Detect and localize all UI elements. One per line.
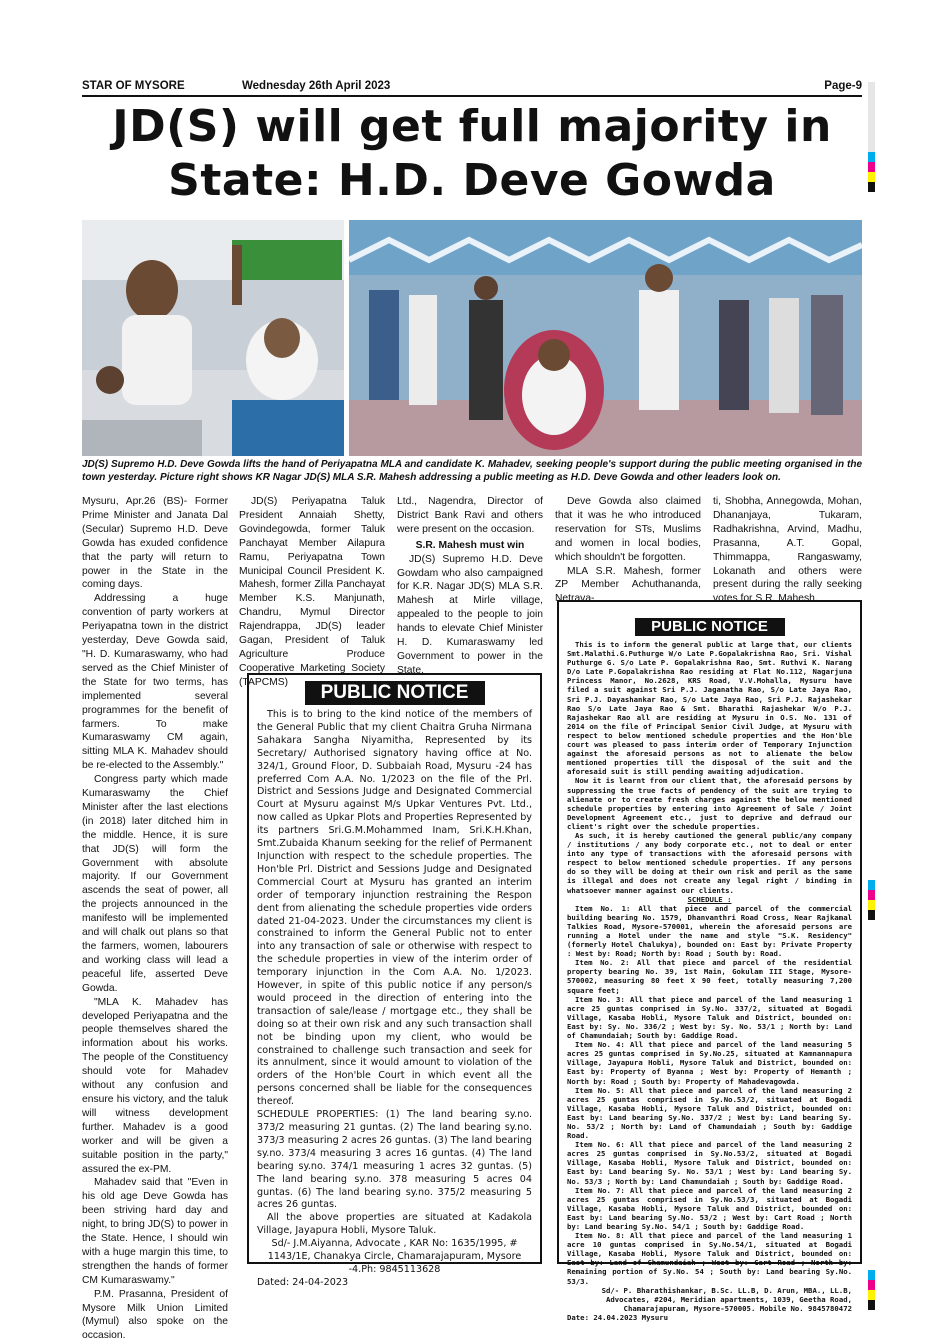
- issue-date: Wednesday 26th April 2023: [242, 80, 391, 92]
- story-column-1: [82, 495, 228, 1343]
- notice-paragraph: All the above properties are situated at Kadakola Village, Jayapura Hobli, Mysore Taluk.: [257, 1212, 532, 1237]
- schedule-item: Item No. 2: All that piece and parcel of the residential property bearing No. 39, 1st Main, Gokulam III Stage, Mysore-570002, measuring 80 feet X 90 feet, totally measuring 7,200 square feet;: [567, 958, 852, 995]
- notice-date: Dated: 24-04-2023: [257, 1276, 349, 1288]
- notice-date: Date: 24.04.2023 Mysuru: [567, 1312, 669, 1322]
- header-rule: [82, 95, 862, 97]
- cmyk-yellow-swatch: [868, 900, 875, 910]
- schedule-item: Item No. 4: All that piece and parcel of the land measuring 5 acres 25 guntas comprised in Sy.No.25, situated at Kamnannapura Village, Jayapura Hobli, Mysore Taluk and District, bounded on: East by: Property of Byanna ; West by: Property of Hemanth ; North by: Road ; South by: Property of Mahadevagowda.: [567, 1040, 852, 1086]
- story-paragraph: Mysuru, Apr.26 (BS)- Former Prime Minister and Janata Dal (Secular) Supremo H.D. Deve Gowda has exuded confidence that the party will return to power in the State in the coming days.: [82, 496, 228, 591]
- notice-signature: Sd/- P. Bharathishankar, B.Sc. LL.B, D. Arun, MBA., LL.B, Advocates, #204, Meridian apartments, 1039, Geetha Road, Chamarajapuram, Mysore-570005. Mobile No. 9845780472: [601, 1285, 852, 1313]
- notice-signature: Sd/- J.M.Aiyanna, Advocate , KAR No: 1635/1995, # 1143/1E, Chanakya Circle, Chamarajapuram, Mysore -4.Ph: 9845113628: [267, 1238, 522, 1275]
- notice-paragraph: This is to inform the general public at large that, our clients Smt.Malathi.G.Puthurge W/o Late P.Gopalakrishna Rao, Sri. Vishal Puthurge G. S/o Late P. Gopalakrishna Rao, Smt. Ruthvi K. Narang D/o Late P.Gopalakrishna Rao residing at Flat No.112, Nagarjuna Princess Manor, No.2628, KRS Road, V.V.Mohalla, Mysuru have filed a suit against Sri P.J. Jaganatha Rao, S/o Late Jaya Rao, Sri P.J. Dayashankar Rao, S/o Late Jaya Rao, Sri P.J. Rajashekar Rao S/o Late Jaya Rao & Smt. Bharathi Rajashekar W/o P.J. Rajashekar Rao all are residing at Mysuru in O.S. No. 131 of 2014 on the file of Principal Senior Civil Judge, at Mysuru with respect to below mentioned schedule properties and the Hon'ble court was pleased to pass interim order of Temporary Injunction against the aforesaid persons as not to alienate the below mentioned properties till the disposal of the suit and the aforesaid suit is still pending awaiting adjudication.: [567, 640, 852, 777]
- cmyk-magenta-swatch: [868, 890, 875, 900]
- public-notice-injunction-kadakola: [247, 673, 542, 1288]
- story-paragraph: ti, Shobha, Annegowda, Mohan, Dhananjaya, Tukaram, Radhakrishna, Arvind, Madhu, Prasanna, A.T. Gopal, Thimmappa, Rangaswamy, Lokanath and others were present during the rally seeking votes for S.R. Mahesh.: [713, 496, 862, 605]
- headline-line-1: JD(S) will get full majority in: [112, 101, 832, 152]
- schedule-item: Item No. 6: All that piece and parcel of the land measuring 2 acres 25 guntas comprised in Sy.No.53/2, situated at Bogadi Village, Kasaba Hobli, Mysore Taluk and District, bounded on: East by: Land bearing Sy. No. 53/1 ; West by: Land bearing Sy. No. 53/3 ; North by: Land Chamundaiah ; South by: Gaddige Road.: [567, 1140, 852, 1186]
- registration-bar-top: [868, 82, 875, 152]
- story-subheading: S.R. Mahesh must win: [415, 539, 525, 551]
- cmyk-cyan-swatch: [868, 1270, 875, 1280]
- notice-body: [559, 640, 860, 1322]
- main-headline: [82, 100, 862, 208]
- notice-schedule: SCHEDULE PROPERTIES: (1) The land bearing sy.no. 373/2 measuring 21 guntas. (2) The land bearing sy.no. 373/3 measuring 2 acres 26 guntas. (3) The land bearing sy.no. 373/4 measuring 3 acres 16 guntas. (4) The land bearing sy.no. 374/1 measuring 1 acres 32 guntas. (5) The land bearing sy.no. 378 measuring 5 acres 04 guntas. (6) The land bearing sy.no. 375/2 measuring 5 acres 26 guntas.: [257, 1109, 532, 1211]
- notice-body: [249, 709, 540, 1290]
- cmyk-black-swatch: [868, 1300, 875, 1310]
- public-notice-temporary-injunction-mysuru: [557, 600, 862, 1322]
- photo-caption: JD(S) Supremo H.D. Deve Gowda lifts the hand of Periyapatna MLA and candidate K. Mahadev, seeking people's support during the public meeting organised in the town yesterday. Picture right shows KR Nagar JD(S) MLA S.R. Mahesh addressing a public meeting as H.D. Deve Gowda and other leaders look on.: [82, 459, 862, 483]
- schedule-item: Item No. 3: All that piece and parcel of the land measuring 1 acre 25 guntas comprised in Sy.No. 337/2, situated at Bogadi Village, Kasaba Hobli, Mysore Taluk and District, bounded on: East by: Sy. No. 336/2 ; West by: Sy. No. 53/1 ; North by: Land of Chamundaiah; South by: Gaddige Road.: [567, 994, 852, 1041]
- newspaper-name: STAR OF MYSORE: [82, 80, 185, 92]
- headline-line-2: State: H.D. Deve Gowda: [168, 155, 776, 206]
- cmyk-magenta-swatch: [868, 1280, 875, 1290]
- story-paragraph: Ltd., Nagendra, Director of District Bank Ravi and others were present on the occasion.: [397, 496, 543, 535]
- cmyk-cyan-swatch: [868, 880, 875, 890]
- notice-paragraph: Now it is learnt from our client that, the aforesaid persons by suppressing the true facts of pendency of the suit are trying to alienate or to create fresh charges against the below mentioned schedule properties by entering into Agreement of Sale / Joint Development Agreement etc., just to deprive and defraud our client's right over the schedule properties.: [567, 776, 852, 831]
- schedule-heading: SCHEDULE :: [687, 894, 732, 904]
- story-paragraph: Addressing a huge convention of party workers at Periyapatna town in the district yesterday, Deve Gowda said, "H. D. Kumaraswamy, who had served as the Chief Minister of the State for two terms, has implemented several programmes for the benefit of farmers. To make Kumaraswamy CM again, sitting MLA K. Mahadev should be re-elected to the Assembly.": [82, 593, 228, 772]
- photo-deve-gowda-lifting-hand: [82, 220, 344, 456]
- schedule-item: Item No. 8: All that piece and parcel of the land measuring 1 acre 10 guntas comprised in Sy.No.54/1, situated at Bogadi Village, Kasaba Hobli, Mysore Taluk and District, bounded on: East by: Land of Chamundaiah ; West by: Cart Road ; North by: Remaining portion of Sy.No. 54 ; South by: Land bearing Sy.No. 53/3.: [567, 1231, 852, 1286]
- story-paragraph: P.M. Prasanna, President of Mysore Milk Union Limited (Mymul) also spoke on the occasion.: [82, 1288, 228, 1342]
- cmyk-black-swatch: [868, 182, 875, 192]
- story-paragraph: Mahadev said that "Even in his old age Deve Gowda has been striving hard day and night, to bring JD(S) to power in the State. Hence, I should win with a huge margin this time, to strengthen the hands of former CM Kumaraswamy.": [82, 1177, 228, 1286]
- story-paragraph: JD(S) Supremo H.D. Deve Gowdam who also campaigned for K.R. Nagar JD(S) MLA S.R. Mahesh at Mirle village, appealed to the people to join hands to elevate Chief Minister H. D. Kumaraswamy led Government to power in the State.: [397, 553, 543, 676]
- story-paragraph: MLA S.R. Mahesh, former ZP Member Achuthananda, Netrava-: [555, 565, 701, 605]
- story-column-5: [713, 495, 862, 606]
- story-column-4: [555, 495, 701, 606]
- story-column-2: [239, 495, 385, 690]
- cmyk-black-swatch: [868, 910, 875, 920]
- cmyk-cyan-swatch: [868, 152, 875, 162]
- story-paragraph: Congress party which made Kumaraswamy the Chief Minister after the last elections (in 2018) later ditched him in the middle. Hence, it is sure that JD(S) will form the Government with absolute majority. If our Government ascends the seat of power, all the projects announced in the manifesto will be implemented and will chalk out plans so that the farmers, women, labourers and working class will lead a peaceful life, asserted Deve Gowda.: [82, 774, 228, 994]
- page-number: Page-9: [824, 80, 862, 92]
- story-column-3: [397, 495, 543, 678]
- notice-paragraph: As such, it is hereby cautioned the general public/any company / institutions / any body corporate etc., not to deal or enter into any type of transactions with the aforesaid persons with respect to below mentioned schedule properties. If any persons do so they will be doing at their own risk and peril as the same is illegal and does not create any legal right / binding in whatsoever manner against our clients.: [567, 830, 852, 895]
- notice-title: PUBLIC NOTICE: [635, 618, 785, 636]
- photo-sr-mahesh-addressing-meeting: [349, 220, 862, 456]
- story-paragraph: Deve Gowda also claimed that it was he who introduced reservation for STs, Muslims and women in local bodies, which shouldn't be forgotten.: [555, 496, 701, 563]
- cmyk-yellow-swatch: [868, 1290, 875, 1300]
- notice-paragraph: This is to bring to the kind notice of the members of the General Public that my client Chaitra Gruha Nirmana Sahakara Sangha Niyamitha, Represented by its Secretary/ Authorised signatory having office at No. 324/1, Ground Floor, D. Subbaiah Road, Mysuru -24 has preferred Com A.A. No. 1/2023 on the file of the Prl. District and Sessions Judge and Designated Commercial Court at Mysuru against M/s Upkar Ventures Pvt. Ltd., now called as Upkar Plots and Properties Represented by its partners Sri.G.M.Mohammed Inam, Sri.K.H.Khan, Smt.Zubaida Khanum seeking for the relief of Permanent Injunction with respect to the schedule properties. The Hon'ble Prl. District and Sessions Judge and Designated Commercial Court at Mysuru has granted an interim order of temporary injunction restraining the Respon dent from alienating the schedule properties vide orders dated 21-04-2023. Under the circumstances my client is constrained to inform the General Public not to enter into any transaction of sale or otherwise with respect to the schedule properties in view of the interim order of temporary injunction in the Com A.A. No. 1/2023. However, in spite of this public notice if any person/s would proceed in the direction of entering into the transaction of sale/lease / mortgage etc., they shall be doing so at their own risk and any such transaction shall not be binding upon my client, who would be constrained to challenge such transaction and seek for its annulment, since it would amount to violation of the orders of the Hon'ble Court in which event all the persons concerned shall be liable for the consequences thereof.: [257, 709, 532, 1108]
- cmyk-yellow-swatch: [868, 172, 875, 182]
- schedule-item: Item No. 5: All that piece and parcel of the land measuring 2 acres 25 guntas comprised in Sy.No.53/2, situated at Bogadi Village, Kasaba Hobli, Mysore Taluk and District, bounded on: East by: Land bearing Sy.No. 337/2 ; West by: Land bearing Sy. No. 53/2 ; North by: Land of Chamundaiah ; South by: Gaddige Road.: [567, 1085, 852, 1141]
- notice-title: PUBLIC NOTICE: [305, 681, 485, 705]
- story-paragraph: "MLA K. Mahadev has developed Periyapatna and the people themselves shared the information about his works. The people of the Constituency should vote for Mahadev without any confusion and ensure his victory, and the taluk will witness development further. Mahadev is a good worker and will be given a suitable position in the party," assured the ex-PM.: [82, 996, 228, 1175]
- masthead-bar: [82, 78, 862, 96]
- schedule-item: Item No. 7: All that piece and parcel of the land measuring 2 acres 25 guntas comprised in Sy.No.53/3, situated at Bogadi Village, Kasaba Hobli, Mysore Taluk and District, bounded on: East by: Land bearing Sy.No. 53/2 ; West by: Cart Road ; North by: Land bearing Sy.No. 54/1 ; South by: Gaddige Road.: [567, 1185, 852, 1231]
- schedule-item: Item No. 1: All that piece and parcel of the commercial building bearing No. 1579, Dhanvanthri Road Cross, Near Rajkamal Talkies Road, Mysore-570001, wherein the aforesaid persons are running a Hotel under the name and style "S.K. Residency" (formerly Hotel Chalukya), bounded on: East by: Private Property : West by: Road; North by: Road ; South by: Road.: [567, 903, 852, 959]
- story-paragraph: JD(S) Periyapatna Taluk President Annaiah Shetty, Govindegowda, former Taluk Panchayat Member Ailapura Ramu, Periyapatna Town Municipal Council President K. Mahesh, former Zilla Panchayat Member K.S. Manjunath, Chandru, Mymul Director Rajendrappa, JD(S) leader Gagan, President of Taluk Agriculture Produce Cooperative Marketing Society (TAPCMS): [239, 496, 385, 688]
- cmyk-magenta-swatch: [868, 162, 875, 172]
